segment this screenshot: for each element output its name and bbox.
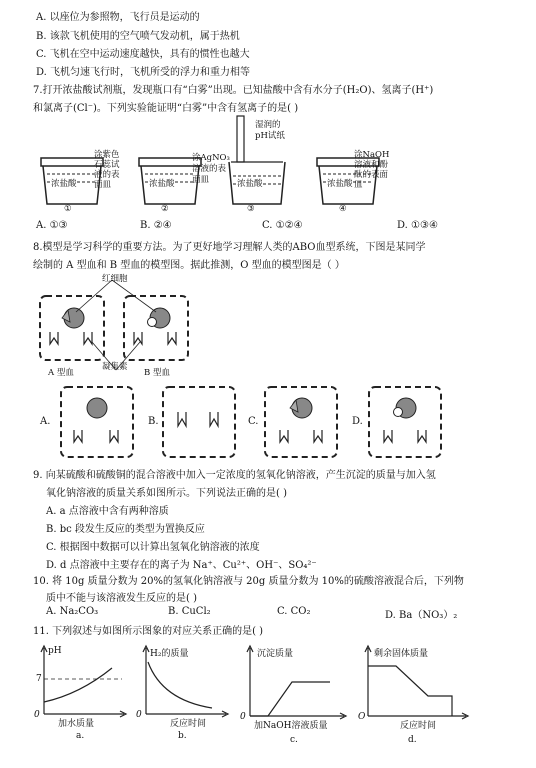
q9-stem-line2: 氧化钠溶液的质量关系如图所示。下列说法正确的是( )	[46, 488, 287, 499]
graph-c-origin: 0	[240, 712, 246, 722]
beaker1-number: ①	[64, 204, 72, 214]
graph-a-seven-tick: 7	[36, 674, 42, 684]
beaker2-number: ②	[161, 204, 169, 214]
q8-option-b-label: B.	[148, 416, 159, 427]
ph-paper-label-1: 湿润的	[255, 120, 281, 130]
beaker1-note-4: 面皿	[94, 180, 112, 190]
q6-option-c: C. 飞机在空中运动速度越快，具有的惯性也越大	[36, 49, 250, 60]
q8-stem-line1: 8.模型是学习科学的重要方法。为了更好地学习理解人类的ABO血型系统，下图是某同学	[33, 242, 426, 253]
q7-option-a: A. ①③	[36, 220, 68, 231]
q7-stem-line2: 和氯离子(Cl⁻)。下列实验能证明“白雾”中含有氢离子的是( )	[33, 103, 299, 114]
q7-stem-line1: 7.打开浓盐酸试剂瓶，发现瓶口有“白雾”出现。已知盐酸中含有水分子(H₂O)、氢离子(H⁺)	[33, 85, 434, 96]
beaker2-note-3: 面皿	[192, 175, 210, 185]
q8-option-c-label: C.	[248, 416, 259, 427]
graph-a-ylabel: pH	[48, 646, 62, 656]
q10-stem-line2: 质中不能与该溶液发生反应的是( )	[46, 593, 197, 604]
graph-b-origin: 0	[136, 710, 142, 720]
beaker1-note-1: 涂紫色	[94, 150, 120, 160]
beaker3-number: ③	[247, 204, 255, 214]
q6-option-a: A. 以座位为参照物，飞行员是运动的	[36, 12, 200, 23]
q8-option-c-model	[262, 384, 340, 460]
type-a-label: A 型血	[48, 368, 74, 378]
ph-paper-label-2: pH试纸	[255, 131, 285, 141]
type-b-label: B 型血	[144, 368, 170, 378]
graph-c-ylabel: 沉淀质量	[257, 649, 294, 659]
graph-c-tag: c.	[290, 735, 298, 745]
beaker2-note-1: 涂AgNO₃	[192, 153, 230, 163]
q8-option-a-model	[58, 384, 136, 460]
q8-option-d-model	[366, 384, 444, 460]
q11-stem: 11. 下列叙述与如图所示图象的对应关系正确的是( )	[33, 626, 264, 637]
agglutinin-label: 凝集素	[102, 362, 128, 372]
q9-option-c: C. 根据图中数据可以计算出氢氧化钠溶液的浓度	[46, 542, 260, 553]
graph-a-origin: 0	[34, 710, 40, 720]
beaker4-acid-label: 浓盐酸	[327, 179, 353, 189]
graph-b-xlabel: 反应时间	[170, 719, 207, 729]
beaker2-note-2: 溶液的表	[192, 164, 227, 174]
graph-a-tag: a.	[76, 731, 85, 741]
q8-option-b-model	[160, 384, 238, 460]
q10-option-a: A. Na₂CO₃	[46, 606, 99, 617]
q9-stem-line1: 9. 向某硫酸和硫酸铜的混合溶液中加入一定浓度的氢氧化钠溶液，产生沉淀的质量与加入氢	[33, 470, 436, 481]
graph-d-ylabel: 剩余固体质量	[374, 649, 429, 659]
q9-option-d: D. d 点溶液中主要存在的离子为 Na⁺、Cu²⁺、OH⁻、SO₄²⁻	[46, 560, 317, 571]
q6-option-b: B. 该款飞机使用的空气喷气发动机，属于热机	[36, 31, 240, 42]
graph-b-tag: b.	[178, 731, 187, 741]
beaker4-note-4: 皿	[354, 180, 363, 190]
q7-option-b: B. ②④	[140, 220, 172, 231]
graph-d-xlabel: 反应时间	[400, 721, 437, 731]
beaker3-acid-label: 浓盐酸	[237, 179, 263, 189]
q10-stem-line1: 10. 将 10g 质量分数为 20%的氢氧化钠溶液与 20g 质量分数为 10%的硫酸溶液混合后，下列物	[33, 576, 464, 587]
graph-c-xlabel: 加NaOH溶液质量	[254, 721, 328, 731]
beaker4-note-2: 溶液和酚	[354, 160, 389, 170]
graph-d-origin: O	[358, 712, 366, 722]
beaker1-note-2: 石蕊试	[94, 160, 120, 170]
graph-a-xlabel: 加水质量	[58, 719, 95, 729]
q10-option-d: D. Ba（NO₃）₂	[385, 610, 458, 621]
red-cell-label: 红细胞	[102, 274, 128, 284]
q7-option-d: D. ①③④	[397, 220, 438, 231]
q10-option-c: C. CO₂	[277, 606, 311, 617]
q6-option-d: D. 飞机匀速飞行时，飞机所受的浮力和重力相等	[36, 67, 251, 78]
beaker1-note-3: 液的表	[94, 170, 120, 180]
beaker1-acid-label: 浓盐酸	[51, 179, 77, 189]
q9-option-a: A. a 点溶液中含有两种溶质	[46, 506, 169, 517]
graph-b-ylabel: H₂的质量	[150, 649, 189, 659]
q8-option-d-label: D.	[352, 416, 363, 427]
beaker4-note-3: 酞的表面	[354, 170, 389, 180]
q8-stem-line2: 绘制的 A 型血和 B 型血的模型图。据此推测，O 型血的模型图是（ ）	[33, 260, 345, 271]
graph-d-tag: d.	[408, 735, 417, 745]
beaker2-acid-label: 浓盐酸	[149, 179, 175, 189]
beaker4-number: ④	[339, 204, 347, 214]
beaker4-note-1: 涂NaOH	[354, 150, 390, 160]
q10-option-b: B. CuCl₂	[168, 606, 211, 617]
q8-option-a-label: A.	[40, 416, 51, 427]
q9-option-b: B. bc 段发生反应的类型为置换反应	[46, 524, 205, 535]
q7-option-c: C. ①②④	[262, 220, 303, 231]
